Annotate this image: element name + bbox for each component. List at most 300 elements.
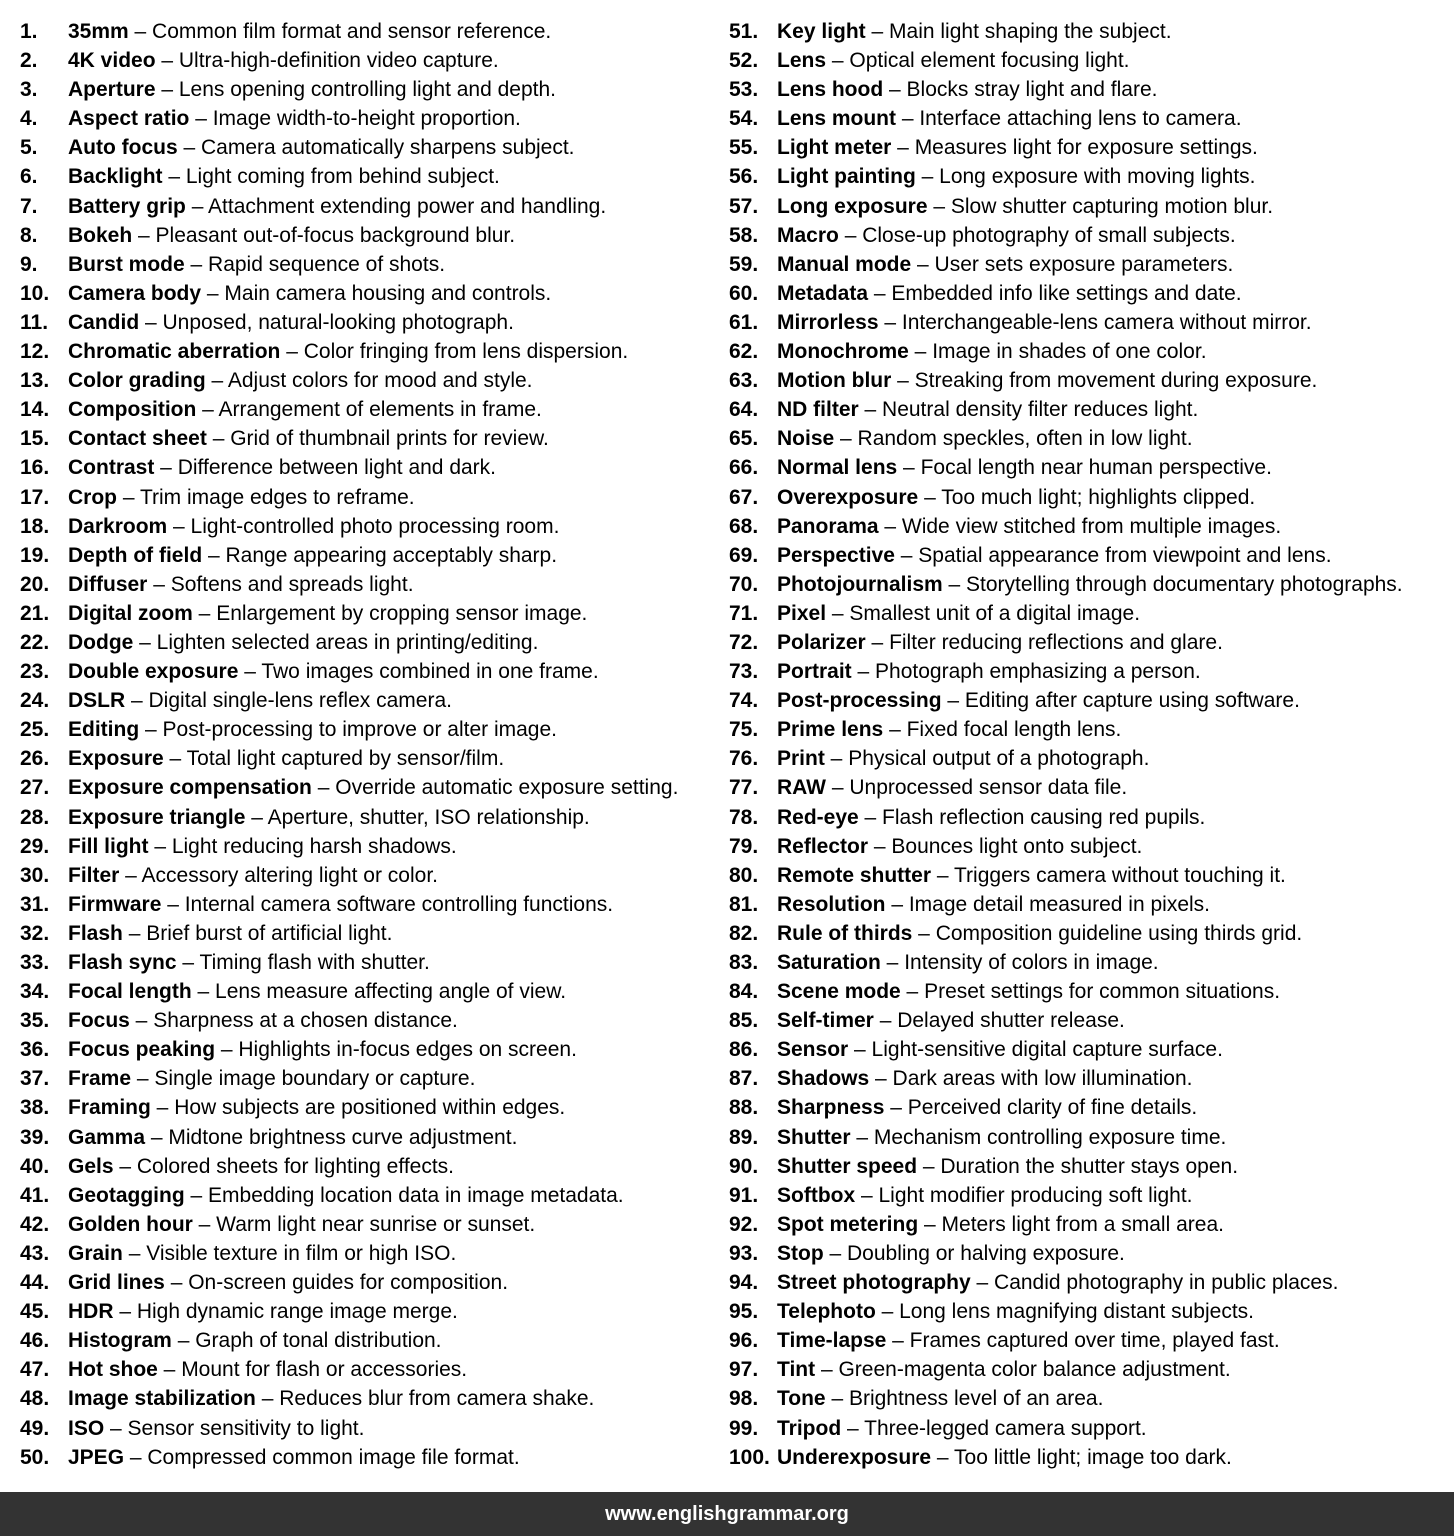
entry-term: Gamma xyxy=(68,1125,146,1149)
entry-definition: – Embedded info like settings and date. xyxy=(868,281,1242,305)
entry-definition: – Internal camera software controlling functions. xyxy=(161,892,614,916)
glossary-entry xyxy=(729,1181,1449,1210)
glossary-entry xyxy=(20,1152,710,1181)
entry-definition: – Light-controlled photo processing room. xyxy=(167,514,560,538)
glossary-entry xyxy=(729,337,1449,366)
entry-term: Digital zoom xyxy=(68,601,193,625)
entry-number: 33. xyxy=(20,951,50,974)
glossary-entry xyxy=(20,453,710,482)
glossary-entry xyxy=(20,599,710,628)
entry-definition: – Range appearing acceptably sharp. xyxy=(202,543,558,567)
entry-term: Tint xyxy=(777,1358,816,1382)
glossary-entry xyxy=(729,1414,1449,1443)
entry-number: 6. xyxy=(20,165,38,189)
entry-term: Composition xyxy=(68,398,197,422)
entry-definition: – Duration the shutter stays open. xyxy=(917,1154,1239,1178)
entry-term: Shutter speed xyxy=(777,1154,918,1178)
entry-number: 84. xyxy=(729,980,759,1004)
entry-definition: – Three-legged camera support. xyxy=(841,1416,1147,1440)
entry-definition: – Too little light; image too dark. xyxy=(931,1445,1232,1469)
glossary-entry xyxy=(20,1093,710,1122)
entry-number: 77. xyxy=(729,776,759,800)
entry-term: Street photography xyxy=(777,1271,971,1295)
entry-text xyxy=(777,192,1273,221)
entry-term: Remote shutter xyxy=(777,863,932,887)
entry-number: 10. xyxy=(20,281,50,305)
glossary-entry xyxy=(20,1268,710,1297)
glossary-entry xyxy=(729,104,1449,133)
entry-text xyxy=(68,453,496,482)
entry-number: 65. xyxy=(729,427,759,451)
glossary-entry xyxy=(20,221,710,250)
entry-text xyxy=(777,1239,1125,1268)
entry-number: 95. xyxy=(729,1300,759,1324)
entry-text xyxy=(68,46,499,75)
glossary-entry xyxy=(729,1268,1449,1297)
entry-term: Reflector xyxy=(777,834,869,858)
entry-definition: – Random speckles, often in low light. xyxy=(834,427,1193,451)
glossary-entry xyxy=(729,1064,1449,1093)
entry-definition: – Intensity of colors in image. xyxy=(880,951,1159,974)
entry-definition: – Color fringing from lens dispersion. xyxy=(280,340,629,364)
glossary-entry xyxy=(20,104,710,133)
glossary-entry xyxy=(20,803,710,832)
glossary-entry xyxy=(20,1181,710,1210)
entry-definition: – Main light shaping the subject. xyxy=(865,20,1172,43)
entry-definition: – Lens opening controlling light and depth. xyxy=(155,78,556,102)
glossary-entry xyxy=(20,250,710,279)
glossary-entry xyxy=(729,75,1449,104)
entry-term: Time-lapse xyxy=(777,1329,887,1353)
entry-term: Portrait xyxy=(777,660,852,684)
entry-text xyxy=(777,46,1130,75)
entry-text xyxy=(68,948,430,977)
entry-definition: – Midtone brightness curve adjustment. xyxy=(145,1125,518,1149)
entry-number: 74. xyxy=(729,689,759,713)
entry-number: 68. xyxy=(729,514,759,538)
glossary-entry xyxy=(20,308,710,337)
entry-number: 26. xyxy=(20,747,50,771)
entry-term: Lens xyxy=(777,49,827,73)
entry-number: 78. xyxy=(729,805,759,829)
entry-number: 32. xyxy=(20,921,50,945)
entry-text xyxy=(68,104,521,133)
footer-bar xyxy=(0,1492,1454,1536)
entry-term: Bokeh xyxy=(68,223,133,247)
entry-number: 70. xyxy=(729,572,759,596)
entry-text xyxy=(68,1210,535,1239)
glossary-entry xyxy=(729,715,1449,744)
entry-number: 67. xyxy=(729,485,759,509)
entry-definition: – High dynamic range image merge. xyxy=(113,1300,458,1324)
entry-term: Monochrome xyxy=(777,340,909,364)
entry-term: Light meter xyxy=(777,136,892,160)
footer-url: www.englishgrammar.org xyxy=(605,1502,849,1525)
entry-definition: – Perceived clarity of fine details. xyxy=(884,1096,1198,1120)
entry-number: 39. xyxy=(20,1125,50,1149)
entry-term: Shadows xyxy=(777,1067,870,1091)
glossary-entry xyxy=(20,977,710,1006)
entry-number: 36. xyxy=(20,1038,50,1062)
glossary-entry xyxy=(20,512,710,541)
entry-number: 14. xyxy=(20,398,50,422)
entry-text xyxy=(777,919,1302,948)
entry-text xyxy=(68,133,575,162)
entry-definition: – Post-processing to improve or alter image. xyxy=(139,718,558,742)
entry-text xyxy=(68,803,590,832)
entry-number: 13. xyxy=(20,369,50,393)
entry-term: Fill light xyxy=(68,834,149,858)
glossary-entry xyxy=(20,1326,710,1355)
entry-definition: – Digital single-lens reflex camera. xyxy=(125,689,452,713)
entry-number: 96. xyxy=(729,1329,759,1353)
entry-definition: – Frames captured over time, played fast. xyxy=(886,1329,1280,1353)
entry-definition: – Sensor sensitivity to light. xyxy=(104,1416,365,1440)
entry-term: ND filter xyxy=(777,398,859,422)
entry-definition: – Graph of tonal distribution. xyxy=(171,1329,442,1353)
entry-text xyxy=(68,1123,517,1152)
glossary-entry xyxy=(729,1035,1449,1064)
entry-term: Gels xyxy=(68,1154,114,1178)
entry-text xyxy=(68,977,566,1006)
glossary-entry xyxy=(729,1123,1449,1152)
entry-text xyxy=(777,570,1403,599)
entry-number: 44. xyxy=(20,1271,50,1295)
entry-text xyxy=(777,599,1140,628)
entry-text xyxy=(777,1384,1103,1413)
entry-term: Sharpness xyxy=(777,1096,885,1120)
glossary-entry xyxy=(729,861,1449,890)
glossary-entry xyxy=(729,1239,1449,1268)
entry-term: Mirrorless xyxy=(777,310,879,334)
entry-definition: – Close-up photography of small subjects. xyxy=(838,223,1236,247)
glossary-entry xyxy=(729,221,1449,250)
entry-definition: – Override automatic exposure setting. xyxy=(311,776,679,800)
entry-number: 28. xyxy=(20,805,50,829)
entry-number: 86. xyxy=(729,1038,759,1062)
entry-text xyxy=(777,803,1205,832)
entry-term: Focus peaking xyxy=(68,1038,216,1062)
entry-definition: – Photograph emphasizing a person. xyxy=(851,660,1201,684)
entry-text xyxy=(68,861,438,890)
entry-text xyxy=(777,1123,1226,1152)
glossary-entry xyxy=(729,628,1449,657)
glossary-entry xyxy=(20,570,710,599)
entry-term: Crop xyxy=(68,485,117,509)
glossary-entry xyxy=(729,192,1449,221)
glossary-entry xyxy=(20,424,710,453)
entry-definition: – User sets exposure parameters. xyxy=(911,252,1234,276)
entry-term: Red-eye xyxy=(777,805,859,829)
entry-number: 25. xyxy=(20,718,50,742)
entry-definition: – Doubling or halving exposure. xyxy=(823,1241,1125,1265)
glossary-entry xyxy=(20,1355,710,1384)
entry-text xyxy=(777,773,1127,802)
entry-text xyxy=(68,221,515,250)
entry-term: Editing xyxy=(68,718,140,742)
entry-number: 66. xyxy=(729,456,759,480)
entry-definition: – Filter reducing reflections and glare. xyxy=(865,630,1223,654)
entry-number: 55. xyxy=(729,136,759,160)
entry-definition: – Lighten selected areas in printing/editing. xyxy=(133,630,539,654)
entry-text xyxy=(68,570,414,599)
entry-definition: – Candid photography in public places. xyxy=(970,1271,1339,1295)
entry-term: Saturation xyxy=(777,951,881,974)
entry-term: Histogram xyxy=(68,1329,172,1353)
glossary-entry xyxy=(729,1210,1449,1239)
entry-definition: – Image detail measured in pixels. xyxy=(885,892,1211,916)
glossary-column-left xyxy=(20,17,710,1472)
entry-number: 61. xyxy=(729,310,759,334)
entry-number: 89. xyxy=(729,1125,759,1149)
glossary-entry xyxy=(20,1006,710,1035)
entry-text xyxy=(68,512,559,541)
entry-definition: – Embedding location data in image metadata. xyxy=(184,1183,624,1207)
entry-definition: – Unposed, natural-looking photograph. xyxy=(139,310,514,334)
glossary-entry xyxy=(20,832,710,861)
glossary-entry xyxy=(729,424,1449,453)
entry-text xyxy=(777,453,1272,482)
entry-definition: – Reduces blur from camera shake. xyxy=(255,1387,595,1411)
glossary-entry xyxy=(20,773,710,802)
entry-text xyxy=(777,541,1332,570)
entry-definition: – Editing after capture using software. xyxy=(941,689,1300,713)
entry-term: Filter xyxy=(68,863,120,887)
glossary-entry xyxy=(20,366,710,395)
entry-term: Hot shoe xyxy=(68,1358,158,1382)
entry-term: Camera body xyxy=(68,281,202,305)
entry-definition: – Bounces light onto subject. xyxy=(868,834,1143,858)
entry-number: 100. xyxy=(729,1445,770,1469)
entry-text xyxy=(777,1006,1125,1035)
entry-term: Prime lens xyxy=(777,718,884,742)
entry-number: 41. xyxy=(20,1183,50,1207)
entry-term: Pixel xyxy=(777,601,827,625)
entry-number: 27. xyxy=(20,776,50,800)
entry-term: Photojournalism xyxy=(777,572,943,596)
entry-definition: – Camera automatically sharpens subject. xyxy=(177,136,575,160)
entry-definition: – Main camera housing and controls. xyxy=(201,281,552,305)
entry-definition: – Brightness level of an area. xyxy=(825,1387,1104,1411)
entry-number: 12. xyxy=(20,340,50,364)
entry-definition: – Ultra-high-definition video capture. xyxy=(155,49,499,73)
entry-term: Manual mode xyxy=(777,252,912,276)
entry-text xyxy=(68,75,556,104)
glossary-entry xyxy=(20,686,710,715)
glossary-entry xyxy=(729,1152,1449,1181)
entry-definition: – Long exposure with moving lights. xyxy=(915,165,1256,189)
entry-definition: – Unprocessed sensor data file. xyxy=(826,776,1128,800)
glossary-entry xyxy=(729,483,1449,512)
entry-definition: – Total light captured by sensor/film. xyxy=(163,747,505,771)
entry-definition: – Streaking from movement during exposure. xyxy=(891,369,1318,393)
entry-text xyxy=(777,162,1256,191)
entry-term: HDR xyxy=(68,1300,114,1324)
glossary-entry xyxy=(20,657,710,686)
entry-definition: – Rapid sequence of shots. xyxy=(184,252,446,276)
entry-text xyxy=(68,541,557,570)
entry-text xyxy=(68,1414,364,1443)
glossary-entry xyxy=(20,46,710,75)
entry-text xyxy=(777,337,1207,366)
entry-definition: – Single image boundary or capture. xyxy=(131,1067,476,1091)
entry-term: DSLR xyxy=(68,689,126,713)
entry-definition: – Focal length near human perspective. xyxy=(897,456,1272,480)
entry-definition: – Measures light for exposure settings. xyxy=(891,136,1258,160)
glossary-entry xyxy=(729,308,1449,337)
entry-number: 47. xyxy=(20,1358,50,1382)
glossary-entry xyxy=(20,279,710,308)
entry-term: Battery grip xyxy=(68,194,186,218)
entry-text xyxy=(68,657,599,686)
entry-text xyxy=(68,715,557,744)
entry-text xyxy=(68,1181,624,1210)
glossary-entry xyxy=(729,453,1449,482)
entry-number: 90. xyxy=(729,1154,759,1178)
entry-term: Key light xyxy=(777,20,866,43)
glossary-entry xyxy=(20,75,710,104)
entry-number: 8. xyxy=(20,223,38,247)
entry-number: 75. xyxy=(729,718,759,742)
entry-text xyxy=(777,1152,1238,1181)
entry-number: 56. xyxy=(729,165,759,189)
entry-text xyxy=(68,1443,520,1472)
glossary-entry xyxy=(729,1297,1449,1326)
entry-definition: – Brief burst of artificial light. xyxy=(122,921,393,945)
entry-text xyxy=(68,17,551,46)
entry-term: Long exposure xyxy=(777,194,928,218)
entry-text xyxy=(777,1093,1197,1122)
entry-text xyxy=(777,1210,1224,1239)
entry-text xyxy=(68,1355,467,1384)
glossary-entry xyxy=(729,1326,1449,1355)
entry-text xyxy=(777,250,1233,279)
entry-number: 37. xyxy=(20,1067,50,1091)
entry-definition: – Interchangeable-lens camera without mirror. xyxy=(878,310,1312,334)
entry-definition: – Triggers camera without touching it. xyxy=(931,863,1286,887)
entry-term: Noise xyxy=(777,427,835,451)
entry-term: Exposure compensation xyxy=(68,776,312,800)
entry-text xyxy=(777,1355,1231,1384)
entry-number: 53. xyxy=(729,78,759,102)
glossary-entry xyxy=(729,1355,1449,1384)
entry-number: 35. xyxy=(20,1009,50,1033)
glossary-entry xyxy=(729,948,1449,977)
glossary-entry xyxy=(20,133,710,162)
entry-text xyxy=(777,977,1280,1006)
entry-term: Aspect ratio xyxy=(68,107,190,131)
glossary-entry xyxy=(729,744,1449,773)
entry-term: Grain xyxy=(68,1241,123,1265)
entry-number: 45. xyxy=(20,1300,50,1324)
entry-number: 94. xyxy=(729,1271,759,1295)
entry-term: Scene mode xyxy=(777,980,901,1004)
glossary-entry xyxy=(20,162,710,191)
entry-text xyxy=(777,628,1223,657)
entry-text xyxy=(68,832,457,861)
entry-number: 3. xyxy=(20,78,38,102)
entry-term: Image stabilization xyxy=(68,1387,256,1411)
entry-term: Dodge xyxy=(68,630,134,654)
entry-number: 31. xyxy=(20,892,50,916)
entry-term: Light painting xyxy=(777,165,916,189)
entry-text xyxy=(777,366,1317,395)
entry-term: Tripod xyxy=(777,1416,842,1440)
entry-definition: – Neutral density filter reduces light. xyxy=(858,398,1199,422)
entry-definition: – Light modifier producing soft light. xyxy=(855,1183,1193,1207)
entry-term: Grid lines xyxy=(68,1271,165,1295)
entry-text xyxy=(777,279,1242,308)
glossary-entry xyxy=(729,366,1449,395)
entry-number: 42. xyxy=(20,1212,50,1236)
entry-term: 4K video xyxy=(68,49,156,73)
entry-term: Rule of thirds xyxy=(777,921,913,945)
entry-number: 76. xyxy=(729,747,759,771)
entry-text xyxy=(777,17,1172,46)
glossary-entry xyxy=(729,1443,1449,1472)
entry-definition: – Dark areas with low illumination. xyxy=(869,1067,1193,1091)
entry-text xyxy=(68,250,445,279)
glossary-entry xyxy=(20,1297,710,1326)
entry-definition: – Mount for flash or accessories. xyxy=(157,1358,468,1382)
entry-number: 71. xyxy=(729,601,759,625)
entry-number: 48. xyxy=(20,1387,50,1411)
entry-text xyxy=(68,1093,565,1122)
glossary-entry xyxy=(20,541,710,570)
entry-number: 69. xyxy=(729,543,759,567)
entry-term: Auto focus xyxy=(68,136,178,160)
entry-text xyxy=(777,1064,1192,1093)
glossary-entry xyxy=(20,17,710,46)
entry-term: Diffuser xyxy=(68,572,148,596)
entry-term: Resolution xyxy=(777,892,886,916)
entry-number: 52. xyxy=(729,49,759,73)
entry-number: 51. xyxy=(729,20,759,43)
entry-definition: – Smallest unit of a digital image. xyxy=(826,601,1141,625)
entry-definition: – Warm light near sunrise or sunset. xyxy=(192,1212,536,1236)
entry-definition: – Wide view stitched from multiple images. xyxy=(878,514,1282,538)
entry-definition: – Light coming from behind subject. xyxy=(162,165,500,189)
entry-term: Golden hour xyxy=(68,1212,193,1236)
entry-definition: – Lens measure affecting angle of view. xyxy=(191,980,567,1004)
entry-number: 30. xyxy=(20,863,50,887)
entry-definition: – Fixed focal length lens. xyxy=(883,718,1122,742)
entry-term: Post-processing xyxy=(777,689,942,713)
entry-number: 58. xyxy=(729,223,759,247)
entry-text xyxy=(68,1064,475,1093)
entry-term: 35mm xyxy=(68,20,129,43)
entry-text xyxy=(68,628,538,657)
entry-term: Polarizer xyxy=(777,630,866,654)
glossary-entry xyxy=(20,1123,710,1152)
entry-text xyxy=(777,1297,1254,1326)
glossary-entry xyxy=(729,803,1449,832)
entry-definition: – Preset settings for common situations. xyxy=(900,980,1281,1004)
entry-text xyxy=(777,1414,1147,1443)
entry-definition: – Pleasant out-of-focus background blur. xyxy=(132,223,516,247)
entry-term: Contrast xyxy=(68,456,155,480)
entry-definition: – Trim image edges to reframe. xyxy=(117,485,415,509)
entry-number: 19. xyxy=(20,543,50,567)
entry-text xyxy=(68,308,514,337)
glossary-entry xyxy=(20,1384,710,1413)
entry-number: 98. xyxy=(729,1387,759,1411)
entry-definition: – How subjects are positioned within edges. xyxy=(150,1096,566,1120)
entry-text xyxy=(68,773,678,802)
glossary-entry xyxy=(729,395,1449,424)
entry-term: Geotagging xyxy=(68,1183,185,1207)
entry-text xyxy=(68,1006,458,1035)
